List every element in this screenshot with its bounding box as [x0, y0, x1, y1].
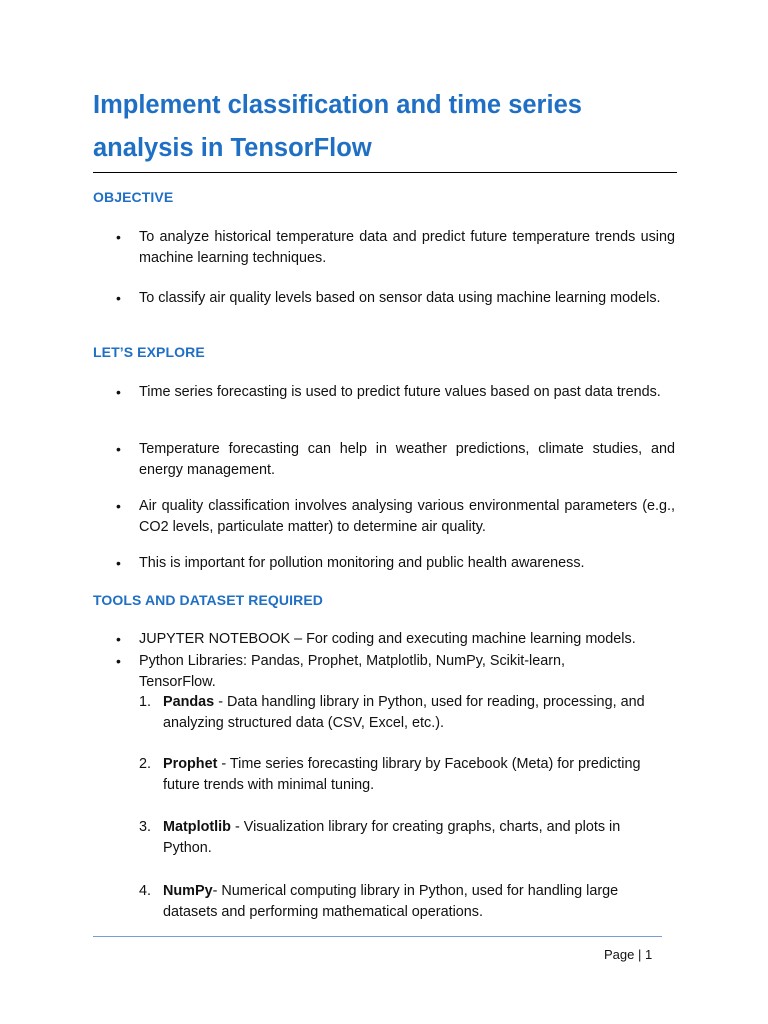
- title-divider: [93, 172, 677, 173]
- bullet-icon: •: [116, 653, 121, 669]
- library-item-pandas: [139, 692, 659, 734]
- bullet-text: To analyze historical temperature data and predict future temperature trends using machine learning techniques.: [139, 229, 675, 266]
- bullet-text: Python Libraries: Pandas, Prophet, Matplotlib, NumPy, Scikit-learn, TensorFlow.: [139, 653, 566, 690]
- objective-bullet-2: [116, 288, 675, 309]
- bullet-icon: •: [116, 441, 121, 457]
- bullet-icon: •: [116, 498, 121, 514]
- library-item-numpy: [139, 881, 659, 923]
- tools-bullet-2: [116, 651, 616, 693]
- list-number: 3.: [139, 819, 152, 835]
- library-item-matplotlib: [139, 817, 659, 859]
- explore-bullet-4: [116, 553, 675, 574]
- tools-bullet-1: [116, 629, 675, 650]
- bullet-icon: •: [116, 229, 121, 245]
- bullet-text: Air quality classification involves analysing various environmental parameters (e.g., CO2 levels, particulate matter) to determine air quality.: [139, 498, 675, 535]
- library-description: - Numerical computing library in Python, used for handling large datasets and performing mathematical operations.: [163, 883, 619, 920]
- bullet-icon: •: [116, 384, 121, 400]
- page-number: Page | 1: [604, 947, 653, 962]
- list-number: 4.: [139, 883, 152, 899]
- explore-bullet-2: [116, 439, 675, 481]
- library-description: - Data handling library in Python, used for reading, processing, and analyzing structured data (CSV, Excel, etc.).: [163, 694, 645, 731]
- bullet-icon: •: [116, 631, 121, 647]
- list-number: 1.: [139, 694, 152, 710]
- bullet-text: Temperature forecasting can help in weather predictions, climate studies, and energy management.: [139, 441, 675, 478]
- explore-heading: LET’S EXPLORE: [93, 344, 205, 360]
- library-name: NumPy: [163, 883, 213, 899]
- bullet-text: JUPYTER NOTEBOOK – For coding and executing machine learning models.: [139, 631, 636, 647]
- objective-bullet-1: [116, 227, 675, 269]
- bullet-text: Time series forecasting is used to predict future values based on past data trends.: [139, 384, 661, 400]
- library-name: Prophet: [163, 756, 218, 772]
- library-name: Matplotlib: [163, 819, 231, 835]
- library-description: - Time series forecasting library by Facebook (Meta) for predicting future trends with minimal tuning.: [163, 756, 641, 793]
- list-number: 2.: [139, 756, 152, 772]
- bullet-icon: •: [116, 555, 121, 571]
- tools-heading: TOOLS AND DATASET REQUIRED: [93, 592, 323, 608]
- bullet-text: This is important for pollution monitoring and public health awareness.: [139, 555, 585, 571]
- library-item-prophet: [139, 754, 659, 796]
- explore-bullet-1: [116, 382, 675, 403]
- library-name: Pandas: [163, 694, 215, 710]
- footer-divider: [93, 936, 662, 937]
- document-title: Implement classification and time series analysis in TensorFlow: [93, 91, 582, 162]
- bullet-icon: •: [116, 290, 121, 306]
- library-description: - Visualization library for creating graphs, charts, and plots in Python.: [163, 819, 621, 856]
- objective-heading: OBJECTIVE: [93, 189, 174, 205]
- bullet-text: To classify air quality levels based on sensor data using machine learning models.: [139, 290, 661, 306]
- explore-bullet-3: [116, 496, 675, 538]
